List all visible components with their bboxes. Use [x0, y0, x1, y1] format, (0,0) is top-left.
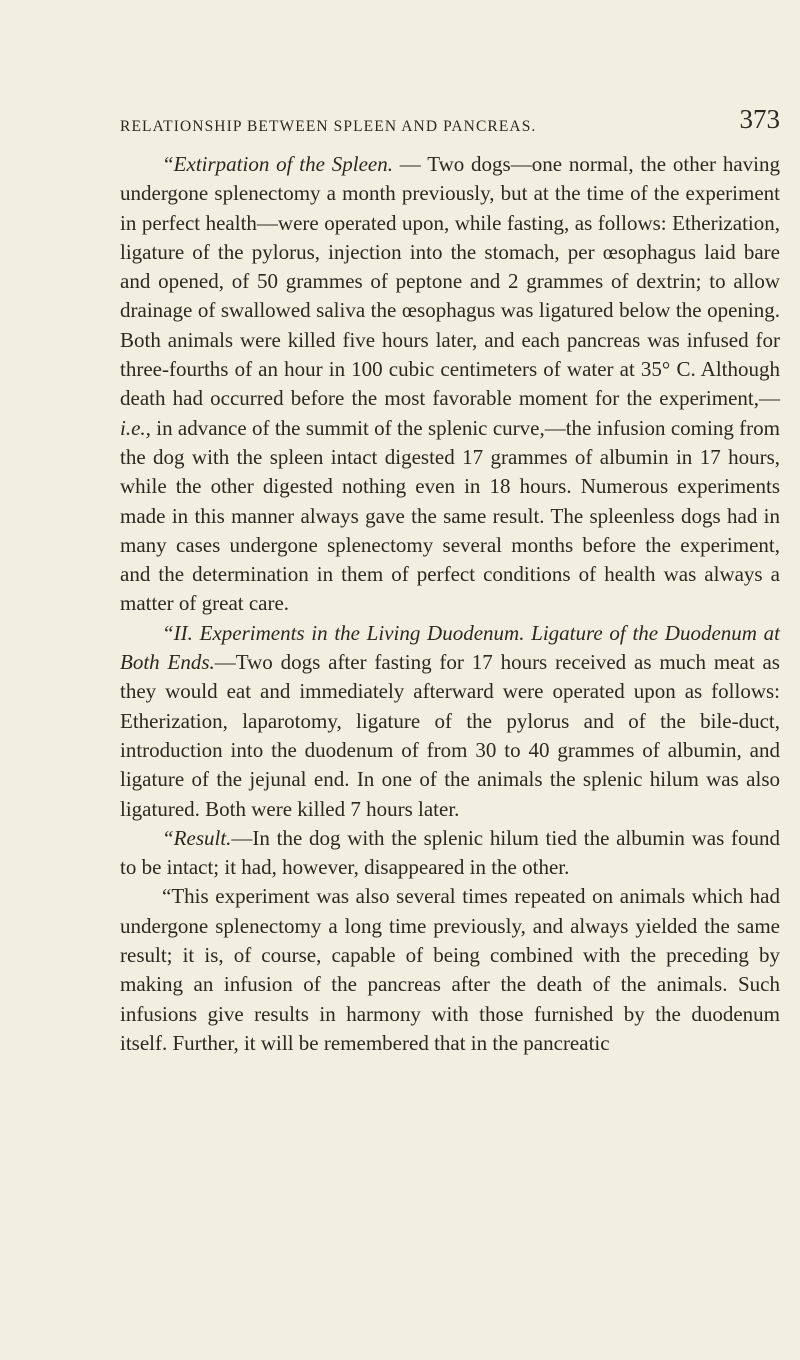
paragraph-text: —Two dogs after fasting for 17 hours received as much meat as they would eat and immediately afterward were operated upon as follows: Etherization, laparotomy, ligature of the pylorus and of the bile-duct, introduction into the duodenum of from 30 to 40 grammes of albumin, and ligature of the jejunal end. In one of the animals the splenic hilum was also ligatured. Both were killed 7 hours later. [120, 650, 780, 821]
paragraph-result [120, 824, 780, 883]
section-heading-duodenum: “II. Experiments in the Living Duodenum. Ligature of the Duodenum at Both Ends. [120, 620, 780, 675]
inline-italic: i.e., [120, 415, 151, 440]
running-title: RELATIONSHIP BETWEEN SPLEEN AND PANCREAS. [120, 118, 537, 135]
paragraph-text-continued: in advance of the summit of the splenic curve,—the infusion coming from the dog with the spleen intact digested 17 grammes of albumin in 17 hours, while the other digested nothing even in 18 hours. Numerous experiments made in this manner always gave the same result. The spleenless dogs had in many cases undergone splenectomy several months before the experiment, and the determination in them of perfect conditions of health was always a matter of great care. [120, 415, 780, 616]
paragraph-repeated [120, 882, 780, 1058]
body-text [120, 150, 780, 1058]
paragraph-text: “This experiment was also several times repeated on animals which had undergone splenectomy a long time previously, and always yielded the same result; it is, of course, capable of being combined with the preceding by making an infusion of the pancreas after the death of the animals. Such infusions give results in harmony with those furnished by the duodenum itself. Further, it will be remembered that in the pancreatic [120, 884, 780, 1055]
page-number: 373 [739, 104, 780, 134]
page-header [120, 104, 780, 134]
paragraph-text: — Two dogs—one normal, the other having undergone splenectomy a month previously, but at the time of the experiment in perfect health—were operated upon, while fasting, as follows: Etherization, ligature of the pylorus, injection into the stomach, per œsophagus laid bare and opened, of 50 grammes of peptone and 2 grammes of dextrin; to allow drainage of swallowed saliva the œsophagus was ligatured below the opening. Both animals were killed five hours later, and each pancreas was infused for three-fourths of an hour in 100 cubic centimeters of water at 35° C. Although death had occurred before the most favorable moment for the experiment,— [120, 152, 780, 411]
section-heading-extirpation: “Extirpation of the Spleen. [162, 152, 393, 176]
paragraph-text: —In the dog with the splenic hilum tied the albumin was found to be intact; it had, however, disappeared in the other. [120, 825, 780, 880]
paragraph-duodenum [120, 619, 780, 824]
section-heading-result: “Result. [162, 825, 232, 850]
paragraph-extirpation [120, 150, 780, 619]
